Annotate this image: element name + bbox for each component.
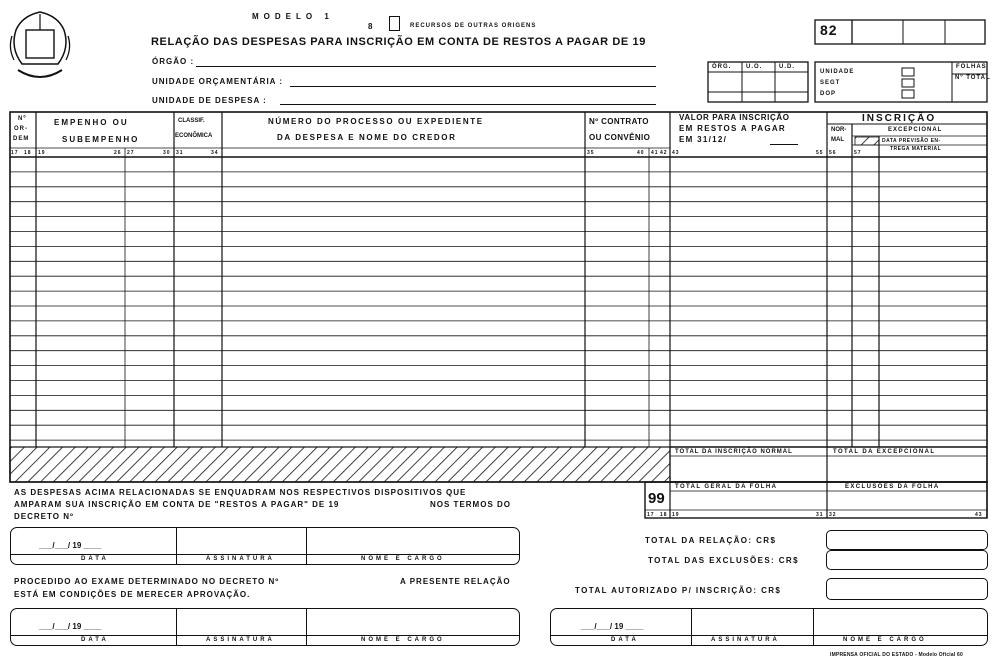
procedure-line-2: ESTÁ EM CONDIÇÕES DE MERECER APROVAÇÃO.: [14, 590, 251, 599]
tick: 18: [660, 512, 668, 518]
footer-imprint: IMPRENSA OFICIAL DO ESTADO - Modelo Oficial 60: [830, 652, 964, 658]
col-ordem-1: Nº: [18, 116, 27, 122]
exclusoes-folha-label: EXCLUSÕES DA FOLHA: [845, 484, 940, 490]
tick: 19: [672, 512, 680, 518]
model-number: 8: [368, 22, 374, 31]
tick: 31: [816, 512, 824, 518]
tick: 56: [829, 150, 837, 156]
col-excepcional: EXCEPCIONAL: [888, 127, 943, 133]
tick: 40: [637, 150, 645, 156]
col-data-previsao-2: TREGA MATERIAL: [890, 146, 942, 152]
col-economica: ECONÔMICA: [175, 133, 213, 139]
signature-date-3[interactable]: ___/___/ 19 ____: [581, 622, 644, 631]
signature-nome-label-2: NOME E CARGO: [361, 637, 445, 643]
tick: 31: [176, 150, 184, 156]
orgao-label: ÓRGÃO :: [152, 57, 195, 66]
total-exclusoes-label: TOTAL DAS EXCLUSÕES: CR$: [648, 556, 799, 565]
total-autorizado-field[interactable]: [826, 578, 988, 600]
signature-data-label-1: DATA: [81, 556, 109, 562]
total-normal-label: TOTAL DA INSCRIÇÃO NORMAL: [675, 449, 793, 455]
org-header: ÓRG.: [712, 64, 732, 70]
total-excepcional-label: TOTAL DA EXCEPCIONAL: [833, 449, 936, 455]
tick: 55: [816, 150, 824, 156]
code-99: 99: [648, 490, 665, 507]
tick: 17: [647, 512, 655, 518]
total-relacao-field[interactable]: [826, 530, 988, 550]
col-valor-1: VALOR PARA INSCRIÇÃO: [679, 113, 790, 122]
form-code: 82: [820, 22, 838, 38]
col-normal-1: NOR-: [831, 127, 847, 133]
unidade-despesa-label: UNIDADE DE DESPESA :: [152, 96, 267, 105]
col-contrato: Nº CONTRATO: [589, 117, 649, 126]
col-subempenho: SUBEMPENHO: [62, 135, 140, 144]
col-data-previsao-1: DATA PREVISÃO EN-: [882, 138, 941, 144]
tick: 32: [829, 512, 837, 518]
total-relacao-label: TOTAL DA RELAÇÃO: CR$: [645, 536, 777, 545]
procedure-line-1b: A PRESENTE RELAÇÃO: [400, 577, 511, 586]
nr-total-label: Nº TOTAL: [955, 75, 991, 81]
total-geral-label: TOTAL GERAL DA FOLHA: [675, 484, 778, 490]
declaration-line-1: AS DESPESAS ACIMA RELACIONADAS SE ENQUADRAM NOS RESPECTIVOS DISPOSITIVOS QUE: [14, 488, 467, 497]
tick: 19: [38, 150, 46, 156]
declaration-line-3: DECRETO Nº: [14, 512, 74, 521]
year-field[interactable]: [770, 144, 798, 145]
tick: 27: [127, 150, 135, 156]
signature-data-label-2: DATA: [81, 637, 109, 643]
tick: 30: [163, 150, 171, 156]
col-convenio: OU CONVÊNIO: [589, 133, 651, 142]
uo-header: U.O.: [746, 64, 763, 70]
tick: 43: [672, 150, 680, 156]
orgao-field[interactable]: [196, 66, 656, 67]
col-classif: CLASSIF.: [178, 118, 205, 124]
total-autorizado-label: TOTAL AUTORIZADO P/ INSCRIÇÃO: CR$: [575, 586, 782, 595]
tick: 41: [651, 150, 659, 156]
tick: 43: [975, 512, 983, 518]
signature-assinatura-label-2: ASSINATURA: [206, 637, 275, 643]
total-exclusoes-field[interactable]: [826, 550, 988, 570]
signature-box-1[interactable]: [10, 527, 520, 565]
tick: 34: [211, 150, 219, 156]
col-valor-2: EM RESTOS A PAGAR: [679, 124, 786, 133]
col-ordem-2: OR-: [14, 126, 28, 132]
unidade-orcamentaria-field[interactable]: [290, 86, 656, 87]
model-label: MODELO 1: [252, 12, 334, 21]
signature-date-2[interactable]: ___/___/ 19 ____: [39, 622, 102, 631]
segt-label: SEGT: [820, 80, 841, 86]
signature-data-label-3: DATA: [611, 637, 639, 643]
signature-nome-label-3: NOME E CARGO: [843, 637, 927, 643]
signature-box-2[interactable]: [10, 608, 520, 646]
folhas-label: FOLHAS: [956, 64, 987, 70]
unidade-label: UNIDADE: [820, 69, 855, 75]
signature-date-1[interactable]: ___/___/ 19 ____: [39, 541, 102, 550]
resources-checkbox[interactable]: [389, 16, 400, 31]
tick: 35: [587, 150, 595, 156]
col-valor-3: EM 31/12/: [679, 135, 728, 144]
unidade-orcamentaria-label: UNIDADE ORÇAMENTÁRIA :: [152, 77, 284, 86]
tick: 26: [114, 150, 122, 156]
col-credor: DA DESPESA E NOME DO CREDOR: [277, 133, 457, 142]
dop-label: DOP: [820, 91, 837, 97]
unidade-despesa-field[interactable]: [280, 104, 656, 105]
form-title: RELAÇÃO DAS DESPESAS PARA INSCRIÇÃO EM CONTA DE RESTOS A PAGAR DE 19: [151, 36, 646, 48]
col-ordem-3: DEM: [13, 136, 30, 142]
col-normal-2: MAL: [831, 137, 844, 143]
col-numero-processo: NÚMERO DO PROCESSO OU EXPEDIENTE: [268, 117, 484, 126]
tick: 57: [854, 150, 862, 156]
signature-assinatura-label-3: ASSINATURA: [711, 637, 780, 643]
state-seal-logo: [10, 12, 69, 77]
signature-box-3[interactable]: [550, 608, 988, 646]
procedure-line-1a: PROCEDIDO AO EXAME DETERMINADO NO DECRETO Nº: [14, 577, 280, 586]
col-empenho: EMPENHO OU: [54, 118, 129, 127]
signature-assinatura-label-1: ASSINATURA: [206, 556, 275, 562]
tick: 42: [660, 150, 668, 156]
tick: 17: [11, 150, 19, 156]
tick: 18: [24, 150, 32, 156]
resources-label: RECURSOS DE OUTRAS ORIGENS: [410, 23, 537, 29]
col-inscricao: INSCRIÇÃO: [862, 113, 937, 124]
signature-nome-label-1: NOME E CARGO: [361, 556, 445, 562]
declaration-line-2b: NOS TERMOS DO: [430, 500, 512, 509]
ud-header: U.D.: [779, 64, 795, 70]
declaration-line-2a: AMPARAM SUA INSCRIÇÃO EM CONTA DE "RESTOS A PAGAR" DE 19: [14, 500, 340, 509]
